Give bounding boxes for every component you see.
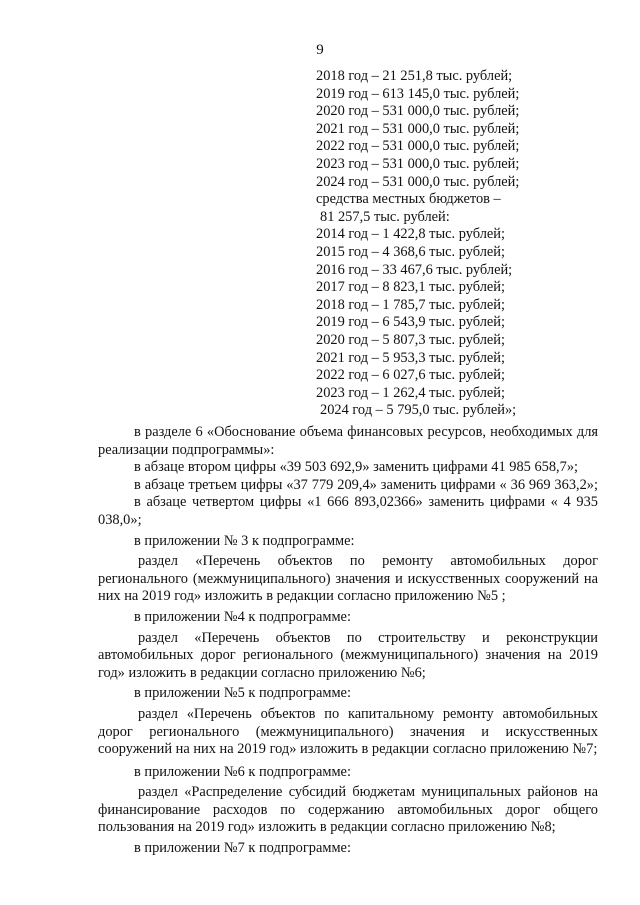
funding-line: 2019 год – 6 543,9 тыс. рублей;: [316, 314, 505, 331]
paragraph: в приложении №4 к подпрограмме:: [134, 608, 351, 625]
funding-line: 2023 год – 531 000,0 тыс. рублей;: [316, 155, 520, 172]
paragraph: в абзаце третьем цифры «37 779 209,4» заменить цифрами « 36 969 363,2»;: [134, 476, 598, 493]
funding-line: 2019 год – 613 145,0 тыс. рублей;: [316, 85, 520, 102]
funding-line: 2015 год – 4 368,6 тыс. рублей;: [316, 243, 505, 260]
funding-line: средства местных бюджетов –: [316, 191, 501, 208]
funding-line: 81 257,5 тыс. рублей:: [320, 208, 450, 225]
paragraph: в абзаце втором цифры «39 503 692,9» заменить цифрами 41 985 658,7»;: [134, 459, 579, 476]
funding-line: 2014 год – 1 422,8 тыс. рублей;: [316, 226, 505, 243]
paragraph: раздел «Перечень объектов по ремонту автомобильных дорог регионального (межмуниципального) значения и искусственных сооружений на них на 2019 год» изложить в редакции согласно приложению №5 ;: [98, 553, 598, 605]
funding-line: 2017 год – 8 823,1 тыс. рублей;: [316, 279, 505, 296]
funding-line: 2021 год – 5 953,3 тыс. рублей;: [316, 349, 505, 366]
funding-line: 2016 год – 33 467,6 тыс. рублей;: [316, 261, 513, 278]
funding-line: 2018 год – 1 785,7 тыс. рублей;: [316, 296, 505, 313]
paragraph: в разделе 6 «Обоснование объема финансовых ресурсов, необходимых для реализации подпрограммы»:: [98, 424, 598, 458]
page-number: 9: [316, 42, 324, 58]
paragraph: в абзаце четвертом цифры «1 666 893,02366» заменить цифрами « 4 935 038,0»;: [98, 494, 598, 528]
funding-line: 2020 год – 531 000,0 тыс. рублей;: [316, 103, 520, 120]
funding-line: 2020 год – 5 807,3 тыс. рублей;: [316, 331, 505, 348]
paragraph: в приложении № 3 к подпрограмме:: [134, 532, 355, 549]
funding-line: 2024 год – 5 795,0 тыс. рублей»;: [320, 402, 517, 419]
funding-line: 2021 год – 531 000,0 тыс. рублей;: [316, 120, 520, 137]
funding-line: 2023 год – 1 262,4 тыс. рублей;: [316, 384, 505, 401]
funding-line: 2022 год – 531 000,0 тыс. рублей;: [316, 138, 520, 155]
funding-line: 2018 год – 21 251,8 тыс. рублей;: [316, 68, 513, 84]
funding-line: 2024 год – 531 000,0 тыс. рублей;: [316, 173, 520, 190]
paragraph: в приложении №6 к подпрограмме:: [134, 763, 351, 780]
amendments-text: [98, 424, 598, 858]
paragraph: в приложении №5 к подпрограмме:: [134, 685, 351, 702]
funding-line: 2022 год – 6 027,6 тыс. рублей;: [316, 367, 505, 384]
paragraph: раздел «Перечень объектов по строительству и реконструкции автомобильных дорог регионального (межмуниципального) значения на 2019 год» изложить в редакции согласно приложению №6;: [98, 629, 598, 681]
funding-list: [316, 68, 546, 420]
paragraph: раздел «Перечень объектов по капитальному ремонту автомобильных дорог регионального (межмуниципального) значения и искусственных сооружений на них на 2019 год» изложить в редакции согласно приложению №7;: [98, 705, 598, 758]
paragraph: в приложении №7 к подпрограмме:: [134, 840, 351, 857]
paragraph: раздел «Распределение субсидий бюджетам муниципальных районов на финансирование расходов по содержанию автомобильных дорог общего пользования на 2019 год» изложить в редакции согласно приложению №8;: [98, 784, 598, 836]
